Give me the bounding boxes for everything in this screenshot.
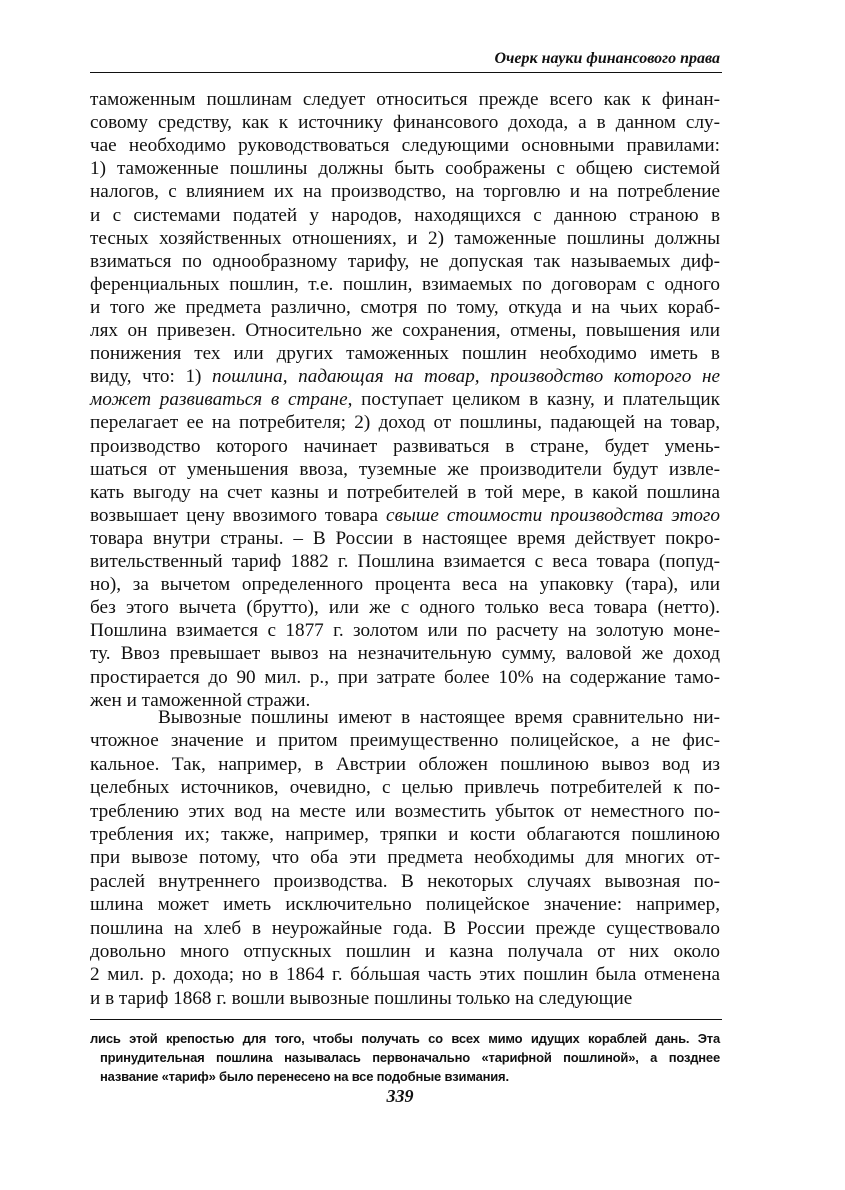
text-line: налогов, с влиянием их на производство, на торговлю и на потребление <box>90 181 720 203</box>
running-head: Очерк науки финансового права <box>494 50 720 67</box>
text-line: виду, что: 1) пошлина, падающая на товар, производство которого не <box>90 366 720 388</box>
text-line: раслей внутреннего производства. В некоторых случаях вывозная по- <box>90 870 720 892</box>
text-line: жен и таможенной стражи. <box>90 689 311 711</box>
text-line: целебных источников, очевидно, с целью привлечь потребителей к по- <box>90 777 720 799</box>
text-line: производство которого начинает развиваться в стране, будет умень- <box>90 435 720 457</box>
text-line: Пошлина взимается с 1877 г. золотом или по расчету на золотую моне- <box>90 620 720 642</box>
text-line: ференциальных пошлин, т.е. пошлин, взимаемых по договорам с одного <box>90 273 720 295</box>
text-line: тесных хозяйственных отношениях, и 2) таможенные пошлины должны <box>90 227 720 249</box>
header-rule <box>90 72 722 73</box>
text-line: довольно много отпускных пошлин и казна получала от них около <box>90 941 720 962</box>
page-number: 339 <box>386 1086 414 1106</box>
text-line: Вывозные пошлины имеют в настоящее время сравнительно ни- <box>158 707 720 728</box>
text-line: вительственный тариф 1882 г. Пошлина взимается с веса товара (попуд- <box>90 551 720 572</box>
text-line: треблению этих вод на месте или возместить убыток от неместного по- <box>90 800 720 822</box>
text-line: и в тариф 1868 г. вошли вывозные пошлины только на следующие <box>90 987 633 1009</box>
text-line: взиматься по однообразному тарифу, не допуская так называемых диф- <box>90 250 720 272</box>
text-line: понижения тех или других таможенных пошлин необходимо иметь в <box>90 343 720 365</box>
footnote-line: название «тариф» было перенесено на все подобные взимания. <box>100 1069 509 1084</box>
text-line: возвышает цену ввозимого товара свыше стоимости производства этого <box>90 504 721 526</box>
italic-emphasis: может развиваться в стране <box>90 389 348 411</box>
footnote-line: лись этой крепостью для того, чтобы получать со всех мимо идущих кораблей дань. Эта <box>90 1031 720 1046</box>
footnote-line: принудительная пошлина называлась первоначально «тарифной пошлиной», а позднее <box>100 1050 720 1065</box>
text-line: 1) таможенные пошлины должны быть соображены с общею системой <box>90 158 720 180</box>
text-line: ту. Ввоз превышает вывоз на незначительную сумму, валовой же доход <box>90 643 720 665</box>
text-line: при вывозе потому, что оба эти предмета необходимы для многих от- <box>90 847 720 869</box>
text-line: совому средству, как к источнику финансового дохода, а в данном слу- <box>90 112 720 134</box>
text-line: простирается до 90 мил. р., при затрате более 10% на содержание тамо- <box>90 666 720 688</box>
text-line: перелагает ее на потребителя; 2) доход от пошлины, падающей на товар, <box>90 412 720 434</box>
text-line: 2 мил. р. дохода; но в 1864 г. бóльшая часть этих пошлин была отменена <box>90 964 720 986</box>
footnote-rule <box>90 1019 722 1020</box>
text-line: пошлина на хлеб в неурожайные года. В России прежде существовало <box>90 917 720 939</box>
text-line: товара внутри страны. – В России в настоящее время действует покро- <box>90 527 720 549</box>
text-line: может развиваться в стране, поступает целиком в казну, и плательщик <box>90 389 720 411</box>
text-line: и того же предмета различно, смотря по тому, откуда и на чьих кораб- <box>90 296 720 318</box>
text-line: и с системами податей у народов, находящихся с данною страною в <box>90 204 720 226</box>
text-line: требления их; также, например, тряпки и кости облагаются пошлиною <box>90 824 720 845</box>
text-line: чтожное значение и притом преимущественно полицейское, а не фис- <box>90 730 720 752</box>
text-line: лях он привезен. Относительно же сохранения, отмены, повышения или <box>90 320 720 341</box>
italic-emphasis: пошлина, падающая на товар, производство которого не <box>212 366 720 388</box>
text-line: без этого вычета (брутто), или же с одного только веса товара (нетто). <box>90 597 720 619</box>
text-line: но), за вычетом определенного процента веса на упаковку (тара), или <box>90 574 720 596</box>
italic-emphasis: свыше стоимости производства этого <box>386 504 721 526</box>
text-line: чае необходимо руководствоваться следующими основными правилами: <box>90 135 720 157</box>
text-line: таможенным пошлинам следует относиться прежде всего как к финан- <box>90 89 720 110</box>
text-line: шлина может иметь исключительно полицейское значение: например, <box>90 894 720 916</box>
text-line: кать выгоду на счет казны и потребителей в той мере, в какой пошлина <box>90 481 720 503</box>
text-line: кальное. Так, например, в Австрии обложен пошлиною вывоз вод из <box>90 753 720 775</box>
text-line: шаться от уменьшения ввоза, туземные же производители будут извле- <box>90 458 720 480</box>
